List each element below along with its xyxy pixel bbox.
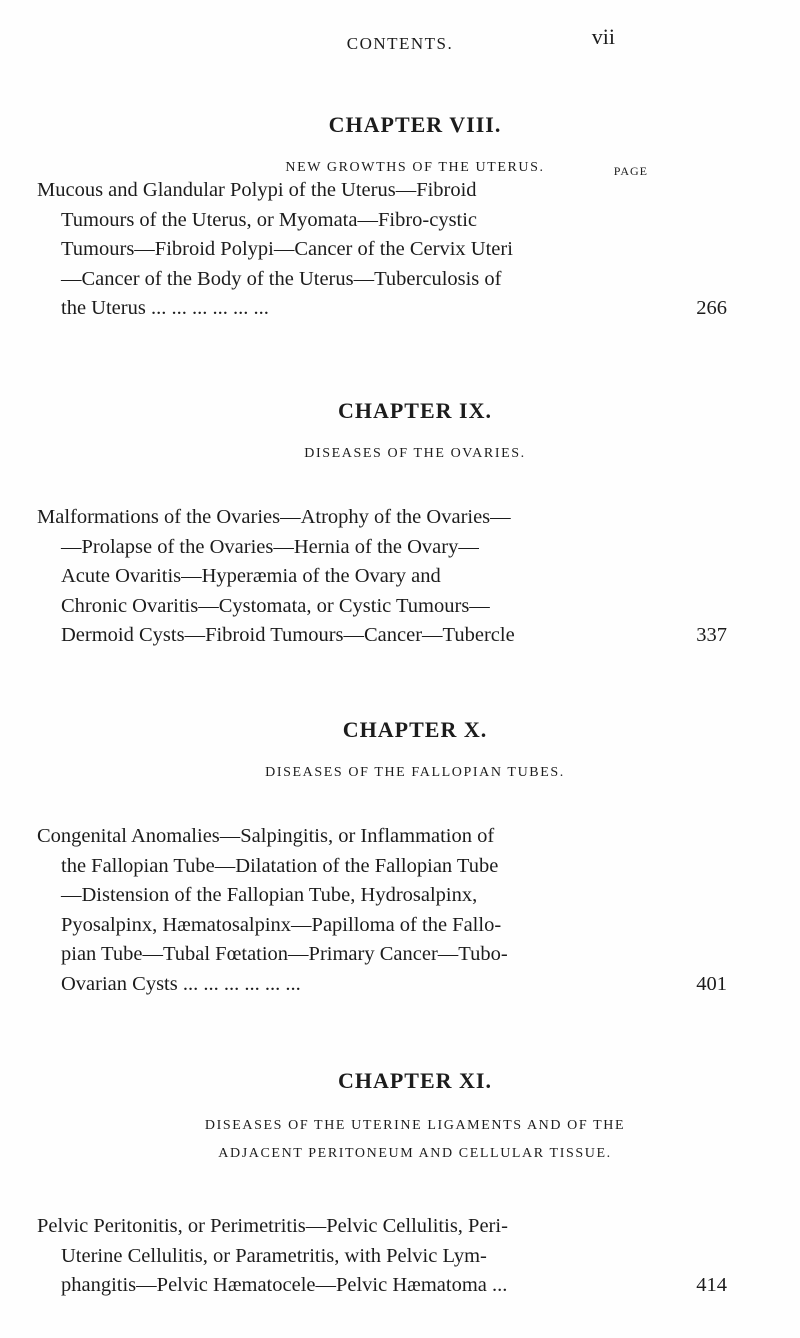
entry-line: Acute Ovaritis—Hyperæmia of the Ovary and: [61, 565, 441, 587]
entry-line: Chronic Ovaritis—Cystomata, or Cystic Tumours—: [61, 594, 490, 617]
entry-line: the Uterus ... ... ... ... ... ...: [61, 297, 269, 319]
chapter-title: CHAPTER X.: [342, 717, 488, 742]
entry-line: Tumours—Fibroid Polypi—Cancer of the Cervix Uteri: [61, 238, 513, 260]
entry-last-line: [37, 294, 727, 324]
entry-line: Pyosalpinx, Hæmatosalpinx—Papilloma of the Fallo-: [61, 913, 502, 936]
entry-line: Congenital Anomalies—Salpingitis, or Inflammation of: [37, 825, 495, 847]
chapter-viii-entry: [37, 176, 727, 324]
chapter-subtitle: DISEASES OF THE OVARIES.: [304, 446, 526, 461]
chapter-xi: [0, 1068, 800, 1168]
chapter-subtitle-line: DISEASES OF THE UTERINE LIGAMENTS AND OF THE: [204, 1118, 626, 1133]
entry-line: Mucous and Glandular Polypi of the Uterus—Fibroid: [37, 179, 477, 201]
entry-last-line: [37, 1271, 727, 1301]
running-head-title: CONTENTS.: [346, 34, 454, 53]
page-column-label: PAGE: [613, 164, 648, 178]
chapter-title: CHAPTER XI.: [337, 1068, 492, 1093]
entry-line: phangitis—Pelvic Hæmatocele—Pelvic Hæmatoma ...: [61, 1274, 508, 1296]
entry-line: —Cancer of the Body of the Uterus—Tuberculosis of: [61, 267, 502, 290]
page-number: 266: [696, 297, 727, 319]
entry-last-line: [37, 621, 727, 651]
chapter-subtitle: [0, 1112, 800, 1168]
chapter-subtitle: DISEASES OF THE FALLOPIAN TUBES.: [265, 765, 565, 780]
chapter-x: [0, 717, 800, 781]
chapter-viii: [0, 112, 800, 176]
entry-line: the Fallopian Tube—Dilatation of the Fallopian Tube: [61, 854, 499, 877]
chapter-title: CHAPTER IX.: [337, 398, 492, 423]
page-number: 414: [696, 1274, 727, 1296]
entry-line: Tumours of the Uterus, or Myomata—Fibro-cystic: [61, 208, 478, 231]
running-head: [0, 24, 800, 64]
entry-line: Ovarian Cysts ... ... ... ... ... ...: [61, 972, 301, 995]
chapter-title: CHAPTER VIII.: [328, 112, 502, 137]
running-head-page-number: vii: [591, 24, 615, 49]
chapter-x-entry: [37, 822, 727, 999]
chapter-ix-entry: [37, 503, 727, 651]
entry-line: pian Tube—Tubal Fœtation—Primary Cancer—Tubo-: [61, 943, 508, 965]
entry-last-line: [37, 970, 727, 1000]
chapter-subtitle: NEW GROWTHS OF THE UTERUS.: [285, 160, 545, 175]
entry-line: Dermoid Cysts—Fibroid Tumours—Cancer—Tubercle: [61, 624, 515, 646]
entry-line: —Prolapse of the Ovaries—Hernia of the Ovary—: [61, 535, 479, 558]
page-number: 401: [696, 972, 727, 995]
chapter-ix: [0, 398, 800, 462]
chapter-xi-entry: [37, 1212, 727, 1301]
page-number: 337: [696, 624, 727, 646]
entry-line: Malformations of the Ovaries—Atrophy of the Ovaries—: [37, 506, 511, 528]
entry-line: —Distension of the Fallopian Tube, Hydrosalpinx,: [61, 884, 478, 906]
entry-line: Uterine Cellulitis, or Parametritis, with Pelvic Lym-: [61, 1244, 487, 1267]
chapter-subtitle-line: ADJACENT PERITONEUM AND CELLULAR TISSUE.: [218, 1146, 612, 1161]
entry-line: Pelvic Peritonitis, or Perimetritis—Pelvic Cellulitis, Peri-: [37, 1215, 508, 1237]
